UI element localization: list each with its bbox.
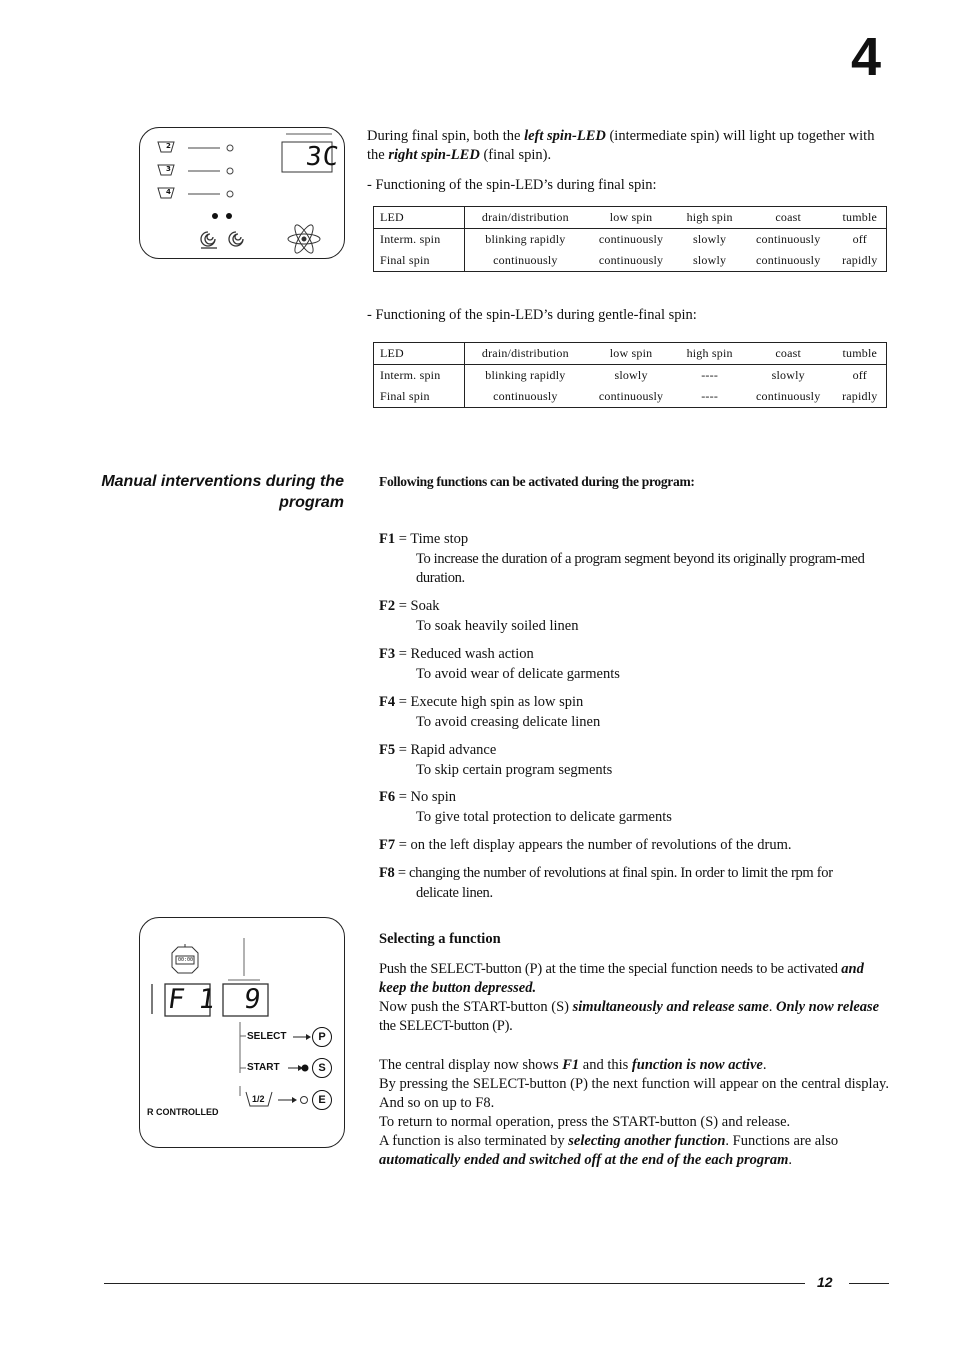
- function-f4: F4 = Execute high spin as low spin To avoid creasing delicate linen: [379, 694, 601, 730]
- functions-lead: Following functions can be activated during the program:: [379, 474, 695, 489]
- table-header: LED: [374, 207, 465, 229]
- table-row: Interm. spin blinking rapidly slowly ---- slowly off: [374, 365, 887, 387]
- button-e: E: [312, 1090, 332, 1110]
- footer-rule-left: [104, 1283, 805, 1284]
- function-f5: F5 = Rapid advance To skip certain program segments: [379, 742, 613, 778]
- function-f7: F7 = on the left display appears the number of revolutions of the drum.: [379, 837, 792, 853]
- program-label-4: 4: [166, 188, 171, 196]
- section-heading: Manual interventions during the program: [101, 473, 344, 511]
- footer-rule-right: [849, 1283, 889, 1284]
- gentle-spin-caption: - Functioning of the spin-LED’s during gentle-final spin:: [367, 307, 697, 323]
- panel1-display-value: 3C: [304, 142, 341, 172]
- program-label-2: 2: [166, 142, 171, 150]
- table-row: Final spin continuously continuously ---- continuously rapidly: [374, 386, 887, 408]
- table-header: high spin: [676, 343, 742, 365]
- select-label: SELECT: [247, 1031, 287, 1042]
- spin-symbols: [201, 232, 243, 248]
- table-header: low spin: [586, 207, 677, 229]
- function-f1: F1 = Time stop To increase the duration of a program segment beyond its originally program-med duration.: [379, 531, 865, 586]
- table-header: tumble: [834, 343, 887, 365]
- table-header: low spin: [586, 343, 677, 365]
- gentle-spin-led-table: [373, 342, 887, 408]
- timer-readout: 00:00: [178, 957, 194, 963]
- controlled-label: R CONTROLLED: [147, 1107, 219, 1117]
- start-button-s: S: [312, 1058, 332, 1078]
- function-f6: F6 = No spin To give total protection to delicate garments: [379, 789, 672, 825]
- selecting-heading: Selecting a function: [379, 931, 501, 947]
- page-number: 12: [817, 1274, 833, 1290]
- final-spin-caption: - Functioning of the spin-LED’s during final spin:: [367, 177, 657, 193]
- table-header: LED: [374, 343, 465, 365]
- interm-spin-led: [212, 213, 218, 219]
- function-display: F 1: [165, 984, 217, 1015]
- spin-control-panel-illustration: [139, 127, 345, 259]
- selecting-paragraph-2: The central display now shows F1 and this function is now active. By pressing the SELECT-button (P) the next function will appear on the central display. And so on up to F8. To return to normal operation, press the START-button (S) and release. A function is also terminated by selecting another function. Functions are also automatically ended and switched off at the end of the each program.: [379, 1057, 889, 1168]
- table-header: drain/distribution: [465, 207, 586, 229]
- table-header: coast: [743, 343, 834, 365]
- table-header: drain/distribution: [465, 343, 586, 365]
- half-load-label: 1/2: [252, 1094, 265, 1104]
- function-f2: F2 = Soak To soak heavily soiled linen: [379, 598, 579, 634]
- intro-paragraph: During final spin, both the left spin-LED (intermediate spin) will light up together with the right spin-LED (final spin).: [367, 128, 875, 163]
- table-header: high spin: [676, 207, 742, 229]
- final-spin-led: [226, 213, 232, 219]
- selecting-paragraph-1: Push the SELECT-button (P) at the time the special function needs to be activated and keep the button depressed. Now push the START-button (S) simultaneously and release same. Only now release the SELECT-button (P).: [379, 961, 880, 1034]
- table-header: tumble: [834, 207, 887, 229]
- table-row: Final spin continuously continuously slowly continuously rapidly: [374, 250, 887, 272]
- program-label-3: 3: [166, 165, 171, 173]
- select-button-p: P: [312, 1027, 332, 1047]
- program-display: 9: [241, 984, 263, 1015]
- table-row: Interm. spin blinking rapidly continuously slowly continuously off: [374, 229, 887, 251]
- chapter-number: 4: [851, 27, 882, 87]
- tumble-symbol: [288, 223, 320, 256]
- final-spin-led-table: [373, 206, 887, 272]
- select-start-panel-illustration: [139, 917, 345, 1148]
- function-f3: F3 = Reduced wash action To avoid wear of delicate garments: [379, 646, 620, 682]
- function-f8: F8 = changing the number of revolutions at final spin. In order to limit the rpm for delicate linen.: [379, 865, 833, 901]
- start-label: START: [247, 1062, 280, 1073]
- table-header: coast: [743, 207, 834, 229]
